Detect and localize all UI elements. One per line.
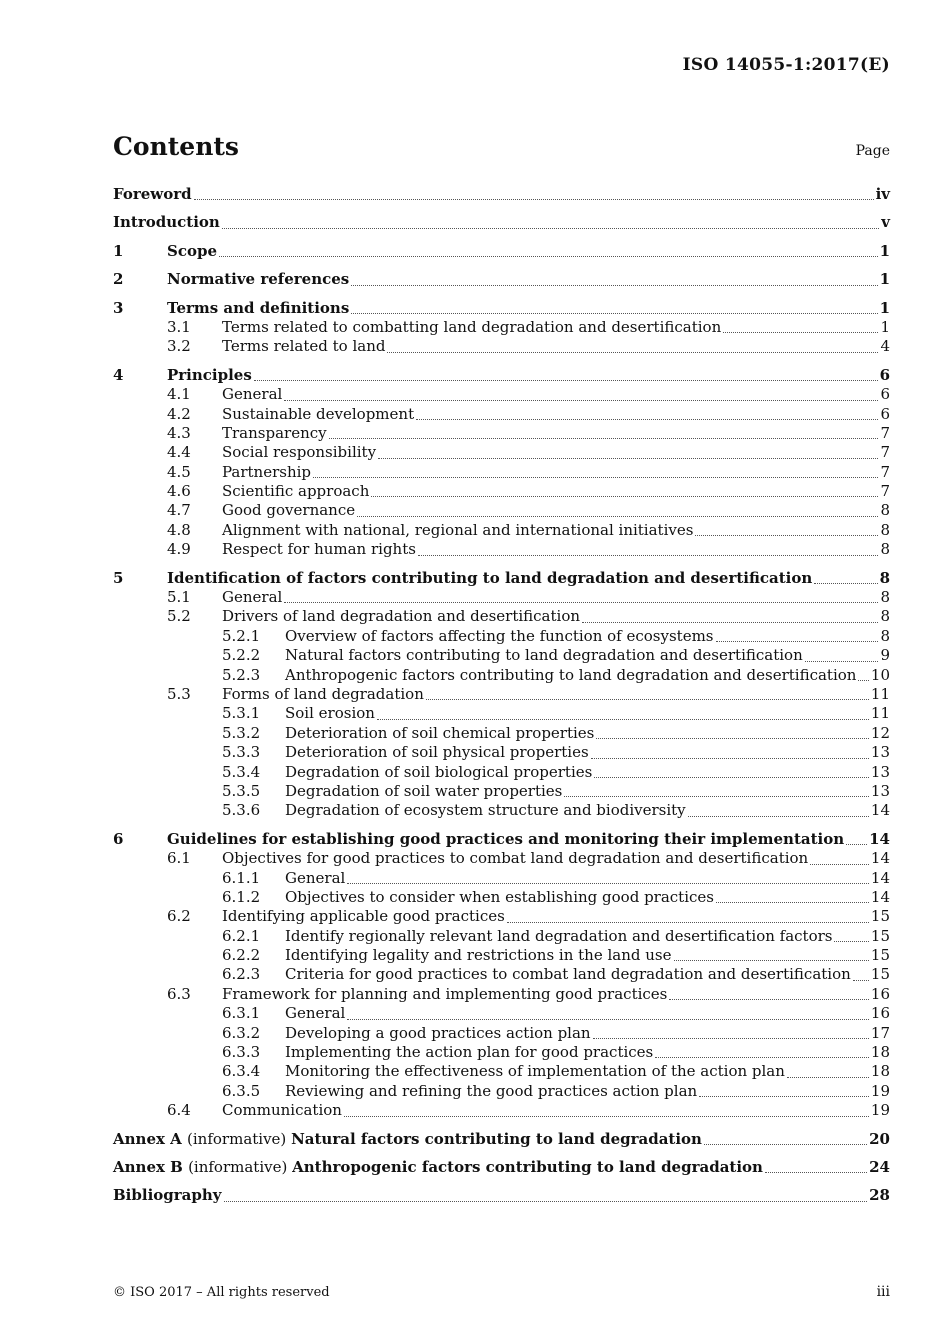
dot-leader [594,776,869,778]
toc-entry-title: Terms related to land [222,337,386,356]
dot-leader [347,882,869,884]
toc-entry[interactable] [113,270,890,289]
dot-leader [853,979,869,981]
toc-entry-title: Objectives for good practices to combat land degradation and desertification [222,849,809,868]
toc-entry[interactable] [113,521,890,540]
toc-entry-title: Partnership [222,462,312,481]
toc-entry-title: Criteria for good practices to combat land degradation and desertification [285,965,851,984]
toc-entry-number: 5.3 [167,684,191,703]
toc-entry-page: 7 [880,482,890,501]
toc-entry-title: Degradation of soil water properties [285,781,563,800]
toc-entry-number: 6.3.4 [222,1062,261,1081]
toc-entry[interactable] [113,443,890,462]
dot-leader [371,495,878,497]
toc-entry-title: Identification of factors contributing to land degradation and desertification [167,568,813,587]
toc-entry-number: 4.7 [167,501,191,520]
toc-entry-title: General [285,1004,346,1023]
toc-entry-page: 14 [870,801,890,820]
dot-leader [344,1115,869,1117]
toc-entry-number: 4.2 [167,404,191,423]
toc-entry-number: 6.3.3 [222,1043,261,1062]
toc-entry-title: Respect for human rights [222,540,416,559]
toc-entry-number: 1 [113,241,124,260]
toc-entry-page: 15 [870,907,890,926]
toc-entry-page: 8 [880,588,890,607]
toc-entry-title: Anthropogenic factors contributing to land degradation and desertification [285,665,857,684]
toc-entry-page: 7 [880,443,890,462]
dot-leader [582,621,878,623]
dot-leader [716,640,879,642]
dot-leader [723,331,878,333]
dot-leader [507,921,869,923]
toc-entry-number: 5 [113,568,124,587]
toc-entry-title: General [285,868,346,887]
toc-entry-number: 5.3.1 [222,704,261,723]
toc-entry-page: 13 [870,762,890,781]
toc-entry-title [113,1130,702,1149]
dot-leader [351,312,877,314]
toc-entry-number: 5.3.3 [222,743,261,762]
toc-entry-number: 6.3 [167,984,191,1003]
toc-entry-title: Reviewing and refining the good practices action plan [285,1081,698,1100]
toc-entry-number: 4.6 [167,482,191,501]
toc-entry-page: 9 [880,646,890,665]
toc-entry[interactable] [113,424,890,443]
dot-leader [416,418,878,420]
page-column-label: Page [855,143,890,159]
toc-entry[interactable] [113,985,890,1004]
toc-entry[interactable] [113,743,890,762]
dot-leader [564,795,869,797]
toc-entry-number: 4.5 [167,462,191,481]
toc-entry-number: 4.8 [167,520,191,539]
toc-entry-page: 15 [870,926,890,945]
dot-leader [805,660,879,662]
toc-entry-page: 15 [870,965,890,984]
toc-entry-number: 5.2 [167,607,191,626]
dot-leader [787,1076,869,1078]
toc-entry-page: 20 [869,1129,890,1148]
toc-entry[interactable] [113,588,890,607]
toc-entry-page: 8 [880,520,890,539]
toc-entry-title: Natural factors contributing to land degradation and desertification [285,646,803,665]
toc-entry-title: Scientific approach [222,482,370,501]
toc-entry-title: Sustainable development [222,404,415,423]
dot-leader [765,1171,867,1173]
toc-entry[interactable] [113,849,890,868]
toc-entry-number: 6.2.2 [222,946,261,965]
toc-entry[interactable] [113,907,890,926]
dot-leader [313,476,878,478]
toc-entry-page: 12 [870,723,890,742]
dot-leader [357,515,878,517]
dot-leader [329,437,879,439]
toc-entry-page: 19 [870,1101,890,1120]
toc-entry-title: Communication [222,1101,342,1120]
dot-leader [284,399,878,401]
toc-entry[interactable] [113,185,890,204]
annex-informative: (informative) [188,1157,293,1176]
toc-entry-page: 13 [870,781,890,800]
toc-entry-title: Normative references [167,270,350,289]
toc-entry-number: 5.3.5 [222,781,261,800]
toc-entry-number: 6.2.1 [222,926,261,945]
toc-entry[interactable] [113,1186,890,1205]
toc-entry-page: 28 [869,1186,890,1205]
toc-entry[interactable] [113,337,890,356]
toc-entry[interactable] [113,666,890,685]
dot-leader [351,284,877,286]
toc-entry-page: 8 [880,626,890,645]
annex-title: Anthropogenic factors contributing to land degradation [292,1157,763,1176]
toc-entry-number: 6.1 [167,849,191,868]
annex-title: Natural factors contributing to land degradation [291,1129,702,1148]
toc-entry-number: 6.2.3 [222,965,261,984]
toc-entry-title: Implementing the action plan for good practices [285,1043,654,1062]
toc-entry-page: v [881,213,890,232]
toc-entry-page: 16 [870,984,890,1003]
dot-leader [810,863,869,865]
page-title: Contents [113,132,240,161]
toc-entry-title [113,1158,763,1177]
toc-entry[interactable] [113,299,890,318]
toc-entry-title: Foreword [113,185,192,203]
toc-entry-number: 6.1.2 [222,887,261,906]
copyright-notice: © ISO 2017 – All rights reserved [113,1285,330,1300]
toc-entry-title: Transparency [222,423,327,442]
table-of-contents [113,185,890,1206]
toc-entry-title: Scope [167,241,218,260]
toc-entry-number: 3 [113,298,124,317]
toc-entry-title: Forms of land degradation [222,684,424,703]
toc-entry-number: 4 [113,365,124,384]
toc-entry-number: 4.3 [167,423,191,442]
toc-entry-page: 10 [870,665,890,684]
toc-entry-number: 5.2.3 [222,665,261,684]
toc-entry-title: Bibliography [113,1186,222,1205]
toc-entry-title: Objectives to consider when establishing good practices [285,887,714,906]
dot-leader [347,1018,869,1020]
dot-leader [814,582,877,584]
toc-entry-title: General [222,588,283,607]
toc-entry-page: 8 [880,540,890,559]
toc-entry-title: Soil erosion [285,704,375,723]
dot-leader [378,457,878,459]
toc-entry[interactable] [113,405,890,424]
toc-entry[interactable] [113,869,890,888]
dot-leader [377,718,869,720]
toc-entry-page: 17 [870,1023,890,1042]
toc-entry-page: 18 [870,1043,890,1062]
toc-entry-page: 14 [869,829,890,848]
toc-entry-number: 6.3.2 [222,1023,261,1042]
toc-entry-number: 6.1.1 [222,868,261,887]
toc-entry[interactable] [113,1062,890,1081]
toc-entry[interactable] [113,242,890,261]
toc-entry[interactable] [113,540,890,559]
toc-entry[interactable] [113,888,890,907]
dot-leader [284,601,878,603]
toc-entry-page: 16 [870,1004,890,1023]
toc-entry-number: 4.9 [167,540,191,559]
annex-informative: (informative) [187,1129,292,1148]
dot-leader [669,998,869,1000]
toc-entry-page: 1 [879,298,890,317]
toc-entry-page: 8 [880,607,890,626]
toc-entry-number: 6.3.1 [222,1004,261,1023]
toc-entry-number: 4.4 [167,443,191,462]
dot-leader [194,198,874,200]
dot-leader [688,815,869,817]
dot-leader [593,1037,869,1039]
toc-entry-page: 1 [879,270,890,289]
dot-leader [695,534,878,536]
toc-entry[interactable] [113,213,890,232]
toc-entry[interactable] [113,646,890,665]
toc-entry-title: Principles [167,365,252,384]
toc-entry-page: 13 [870,743,890,762]
dot-leader [655,1056,869,1058]
toc-entry-number: 5.3.6 [222,801,261,820]
toc-entry[interactable] [113,1024,890,1043]
toc-entry-title: Social responsibility [222,443,377,462]
toc-entry-page: iv [875,185,890,203]
toc-entry[interactable] [113,724,890,743]
toc-entry-number: 6.3.5 [222,1081,261,1100]
toc-entry-number: 3.2 [167,337,191,356]
toc-entry-number: 5.3.4 [222,762,261,781]
toc-entry-number: 6 [113,829,124,848]
toc-entry-page: 14 [870,887,890,906]
dot-leader [858,679,868,681]
toc-entry[interactable] [113,1101,890,1120]
toc-entry[interactable] [113,569,890,588]
toc-entry[interactable] [113,1004,890,1023]
dot-leader [254,379,878,381]
toc-entry[interactable] [113,1082,890,1101]
toc-entry-page: 14 [870,849,890,868]
toc-entry[interactable] [113,318,890,337]
toc-entry-title: Degradation of ecosystem structure and biodiversity [285,801,686,820]
toc-entry-title: Good governance [222,501,356,520]
toc-entry[interactable] [113,627,890,646]
dot-leader [834,940,868,942]
toc-entry-page: 6 [880,385,890,404]
toc-entry[interactable] [113,685,890,704]
toc-entry-title: Deterioration of soil chemical properties [285,723,595,742]
page-number: iii [876,1284,890,1300]
toc-entry-page: 4 [880,337,890,356]
toc-entry[interactable] [113,704,890,723]
toc-entry[interactable] [113,782,890,801]
toc-entry-title: Introduction [113,213,220,232]
toc-entry[interactable] [113,1130,890,1149]
toc-entry[interactable] [113,463,890,482]
toc-entry-page: 19 [870,1081,890,1100]
toc-entry-number: 4.1 [167,385,191,404]
toc-entry-number: 6.2 [167,907,191,926]
toc-entry[interactable] [113,366,890,385]
toc-entry-number: 5.1 [167,588,191,607]
toc-entry-title: Identifying legality and restrictions in the land use [285,946,672,965]
annex-label: Annex A [113,1129,188,1148]
toc-entry-title: Terms related to combatting land degradation and desertification [222,317,722,336]
toc-entry-page: 11 [870,704,890,723]
toc-entry[interactable] [113,501,890,520]
toc-entry-number: 5.2.1 [222,626,261,645]
document-id: ISO 14055-1:2017(E) [682,55,890,75]
toc-entry-number: 5.3.2 [222,723,261,742]
toc-entry-page: 18 [870,1062,890,1081]
toc-entry-title: Drivers of land degradation and desertification [222,607,581,626]
toc-entry[interactable] [113,1158,890,1177]
toc-entry[interactable] [113,927,890,946]
toc-entry-number: 5.2.2 [222,646,261,665]
toc-entry[interactable] [113,946,890,965]
toc-entry[interactable] [113,965,890,984]
dot-leader [418,554,879,556]
dot-leader [674,959,869,961]
dot-leader [699,1095,869,1097]
toc-entry[interactable] [113,385,890,404]
dot-leader [222,227,879,229]
toc-entry-title: Framework for planning and implementing good practices [222,984,668,1003]
dot-leader [716,901,869,903]
toc-entry-title: General [222,385,283,404]
dot-leader [596,737,869,739]
toc-entry-page: 6 [880,404,890,423]
toc-entry-title: Guidelines for establishing good practices and monitoring their implementation [167,829,845,848]
toc-entry-page: 7 [880,462,890,481]
toc-entry-page: 1 [880,317,890,336]
toc-entry[interactable] [113,830,890,849]
toc-entry-number: 2 [113,270,124,289]
toc-entry-title: Degradation of soil biological properties [285,762,593,781]
dot-leader [704,1143,867,1145]
toc-entry-page: 7 [880,423,890,442]
toc-entry-number: 3.1 [167,317,191,336]
toc-entry[interactable] [113,1043,890,1062]
annex-label: Annex B [113,1157,189,1176]
toc-entry-title: Overview of factors affecting the function of ecosystems [285,626,714,645]
toc-entry-page: 24 [869,1157,890,1176]
dot-leader [846,843,867,845]
toc-entry-page: 11 [870,684,890,703]
toc-entry-page: 1 [879,241,890,260]
toc-entry-title: Alignment with national, regional and international initiatives [222,520,694,539]
dot-leader [224,1200,868,1202]
toc-entry-title: Identifying applicable good practices [222,907,505,926]
toc-entry-title: Monitoring the effectiveness of implementation of the action plan [285,1062,785,1081]
toc-entry-page: 8 [880,501,890,520]
toc-entry-title: Deterioration of soil physical properties [285,743,589,762]
toc-entry-page: 14 [870,868,890,887]
dot-leader [387,351,878,353]
toc-entry-number: 6.4 [167,1101,191,1120]
toc-entry-title: Terms and definitions [167,298,350,317]
dot-leader [426,698,869,700]
dot-leader [219,255,878,257]
toc-entry[interactable] [113,607,890,626]
toc-entry-page: 8 [879,568,890,587]
toc-entry-page: 15 [870,946,890,965]
toc-entry-title: Developing a good practices action plan [285,1023,591,1042]
toc-entry[interactable] [113,801,890,820]
toc-entry-page: 6 [879,365,890,384]
toc-entry-title: Identify regionally relevant land degradation and desertification factors [285,926,833,945]
toc-entry[interactable] [113,763,890,782]
dot-leader [591,757,869,759]
toc-entry[interactable] [113,482,890,501]
